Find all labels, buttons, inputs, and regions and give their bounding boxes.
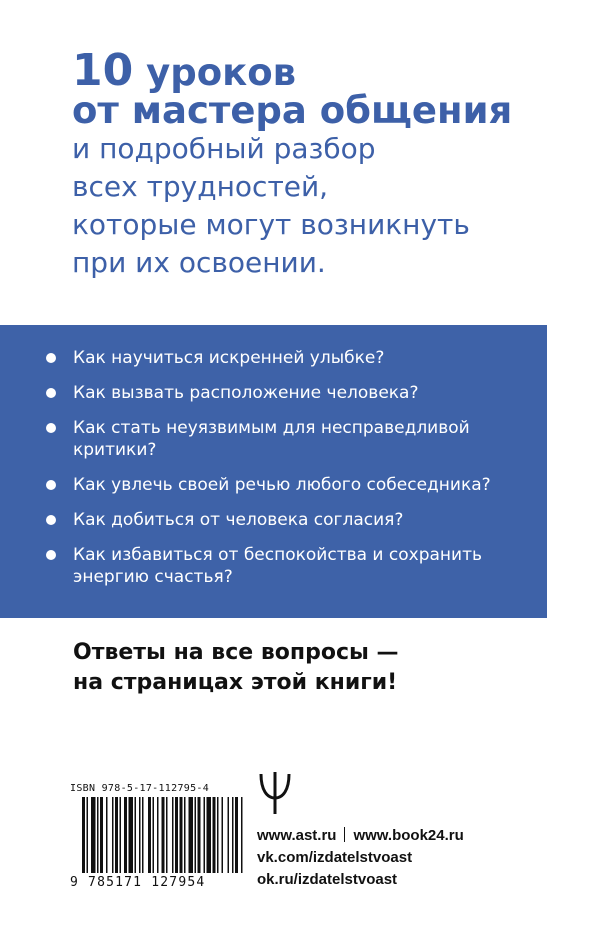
link-book24[interactable]: www.book24.ru <box>353 827 464 844</box>
question-text: Как добиться от человека согласия? <box>73 510 404 530</box>
headline-line-3: и подробный разбор <box>72 132 376 165</box>
question-text: Как избавиться от беспокойства и сохранить энергию счастья? <box>73 545 482 587</box>
link-ok[interactable]: ok.ru/izdatelstvoast <box>257 871 398 888</box>
barcode-bar <box>124 797 127 873</box>
bullet-dot-icon <box>46 423 56 433</box>
barcode-bar <box>115 797 118 873</box>
headline-line-2: от мастера общения <box>72 89 513 132</box>
question-item <box>46 544 526 588</box>
barcode-bar <box>129 797 134 873</box>
barcode-bar <box>82 797 85 873</box>
barcode-bar <box>139 797 141 873</box>
answer-tagline <box>73 638 533 698</box>
bullet-dot-icon <box>46 353 56 363</box>
barcode-bar <box>180 797 183 873</box>
barcode-bar <box>91 797 96 873</box>
question-item <box>46 347 526 369</box>
headline-line-1 <box>72 45 572 96</box>
bullet-dot-icon <box>46 550 56 560</box>
barcode-bar <box>106 797 108 873</box>
barcode-bar <box>112 797 114 873</box>
answer-line-2: на страницах этой книги! <box>73 670 398 695</box>
isbn-number: ISBN 978-5-17-112795-4 <box>70 783 210 794</box>
barcode-bar <box>235 797 238 873</box>
barcode-bar <box>97 797 99 873</box>
barcode-bar <box>120 797 122 873</box>
question-item <box>46 474 526 496</box>
headline-line-6: при их освоении. <box>72 246 326 279</box>
questions-band <box>0 325 547 618</box>
bullet-dot-icon <box>46 388 56 398</box>
barcode-bar <box>166 797 168 873</box>
barcode-bar <box>217 797 219 873</box>
publisher-links <box>257 825 547 891</box>
headline-number: 10 <box>72 45 134 96</box>
barcode-bar <box>222 797 224 873</box>
barcode-bar <box>162 797 165 873</box>
barcode-bar <box>153 797 155 873</box>
barcode-bar <box>189 797 194 873</box>
barcode-bar <box>207 797 212 873</box>
barcode-bar <box>241 797 243 873</box>
headline-line-1-rest: уроков <box>146 51 297 94</box>
headline-line-5: которые могут возникнуть <box>72 208 470 241</box>
barcode-bar <box>157 797 159 873</box>
bullet-dot-icon <box>46 515 56 525</box>
ean-number: 9 785171 127954 <box>70 875 206 890</box>
question-item <box>46 417 526 461</box>
barcode-bar <box>172 797 174 873</box>
question-text: Как вызвать расположение человека? <box>73 383 419 403</box>
divider <box>344 827 345 842</box>
question-text: Как увлечь своей речью любого собеседника? <box>73 475 491 495</box>
headline-line-4: всех трудностей, <box>72 170 329 203</box>
psi-logo-icon <box>255 770 295 816</box>
questions-list <box>46 347 526 601</box>
links-row-1 <box>257 825 547 847</box>
answer-line-1: Ответы на все вопросы — <box>73 640 399 665</box>
barcode-bar <box>142 797 144 873</box>
barcode-bar <box>135 797 137 873</box>
barcode-bar <box>100 797 103 873</box>
barcode-bar <box>213 797 216 873</box>
question-text: Как научиться искренней улыбке? <box>73 348 385 368</box>
question-item <box>46 382 526 404</box>
barcode-bar <box>184 797 186 873</box>
barcode-bar <box>195 797 197 873</box>
link-ast[interactable]: www.ast.ru <box>257 827 337 844</box>
barcode-bar <box>232 797 234 873</box>
bullet-dot-icon <box>46 480 56 490</box>
publisher-logo <box>255 770 295 820</box>
barcode-bar <box>87 797 89 873</box>
barcode-bar <box>148 797 151 873</box>
barcode-bar <box>204 797 206 873</box>
barcode-bar <box>198 797 201 873</box>
headline <box>72 45 572 282</box>
barcode-bar <box>175 797 178 873</box>
question-text: Как стать неуязвимым для несправедливой критики? <box>73 418 470 460</box>
barcode-bar <box>228 797 230 873</box>
question-item <box>46 509 526 531</box>
link-vk[interactable]: vk.com/izdatelstvoast <box>257 849 413 866</box>
